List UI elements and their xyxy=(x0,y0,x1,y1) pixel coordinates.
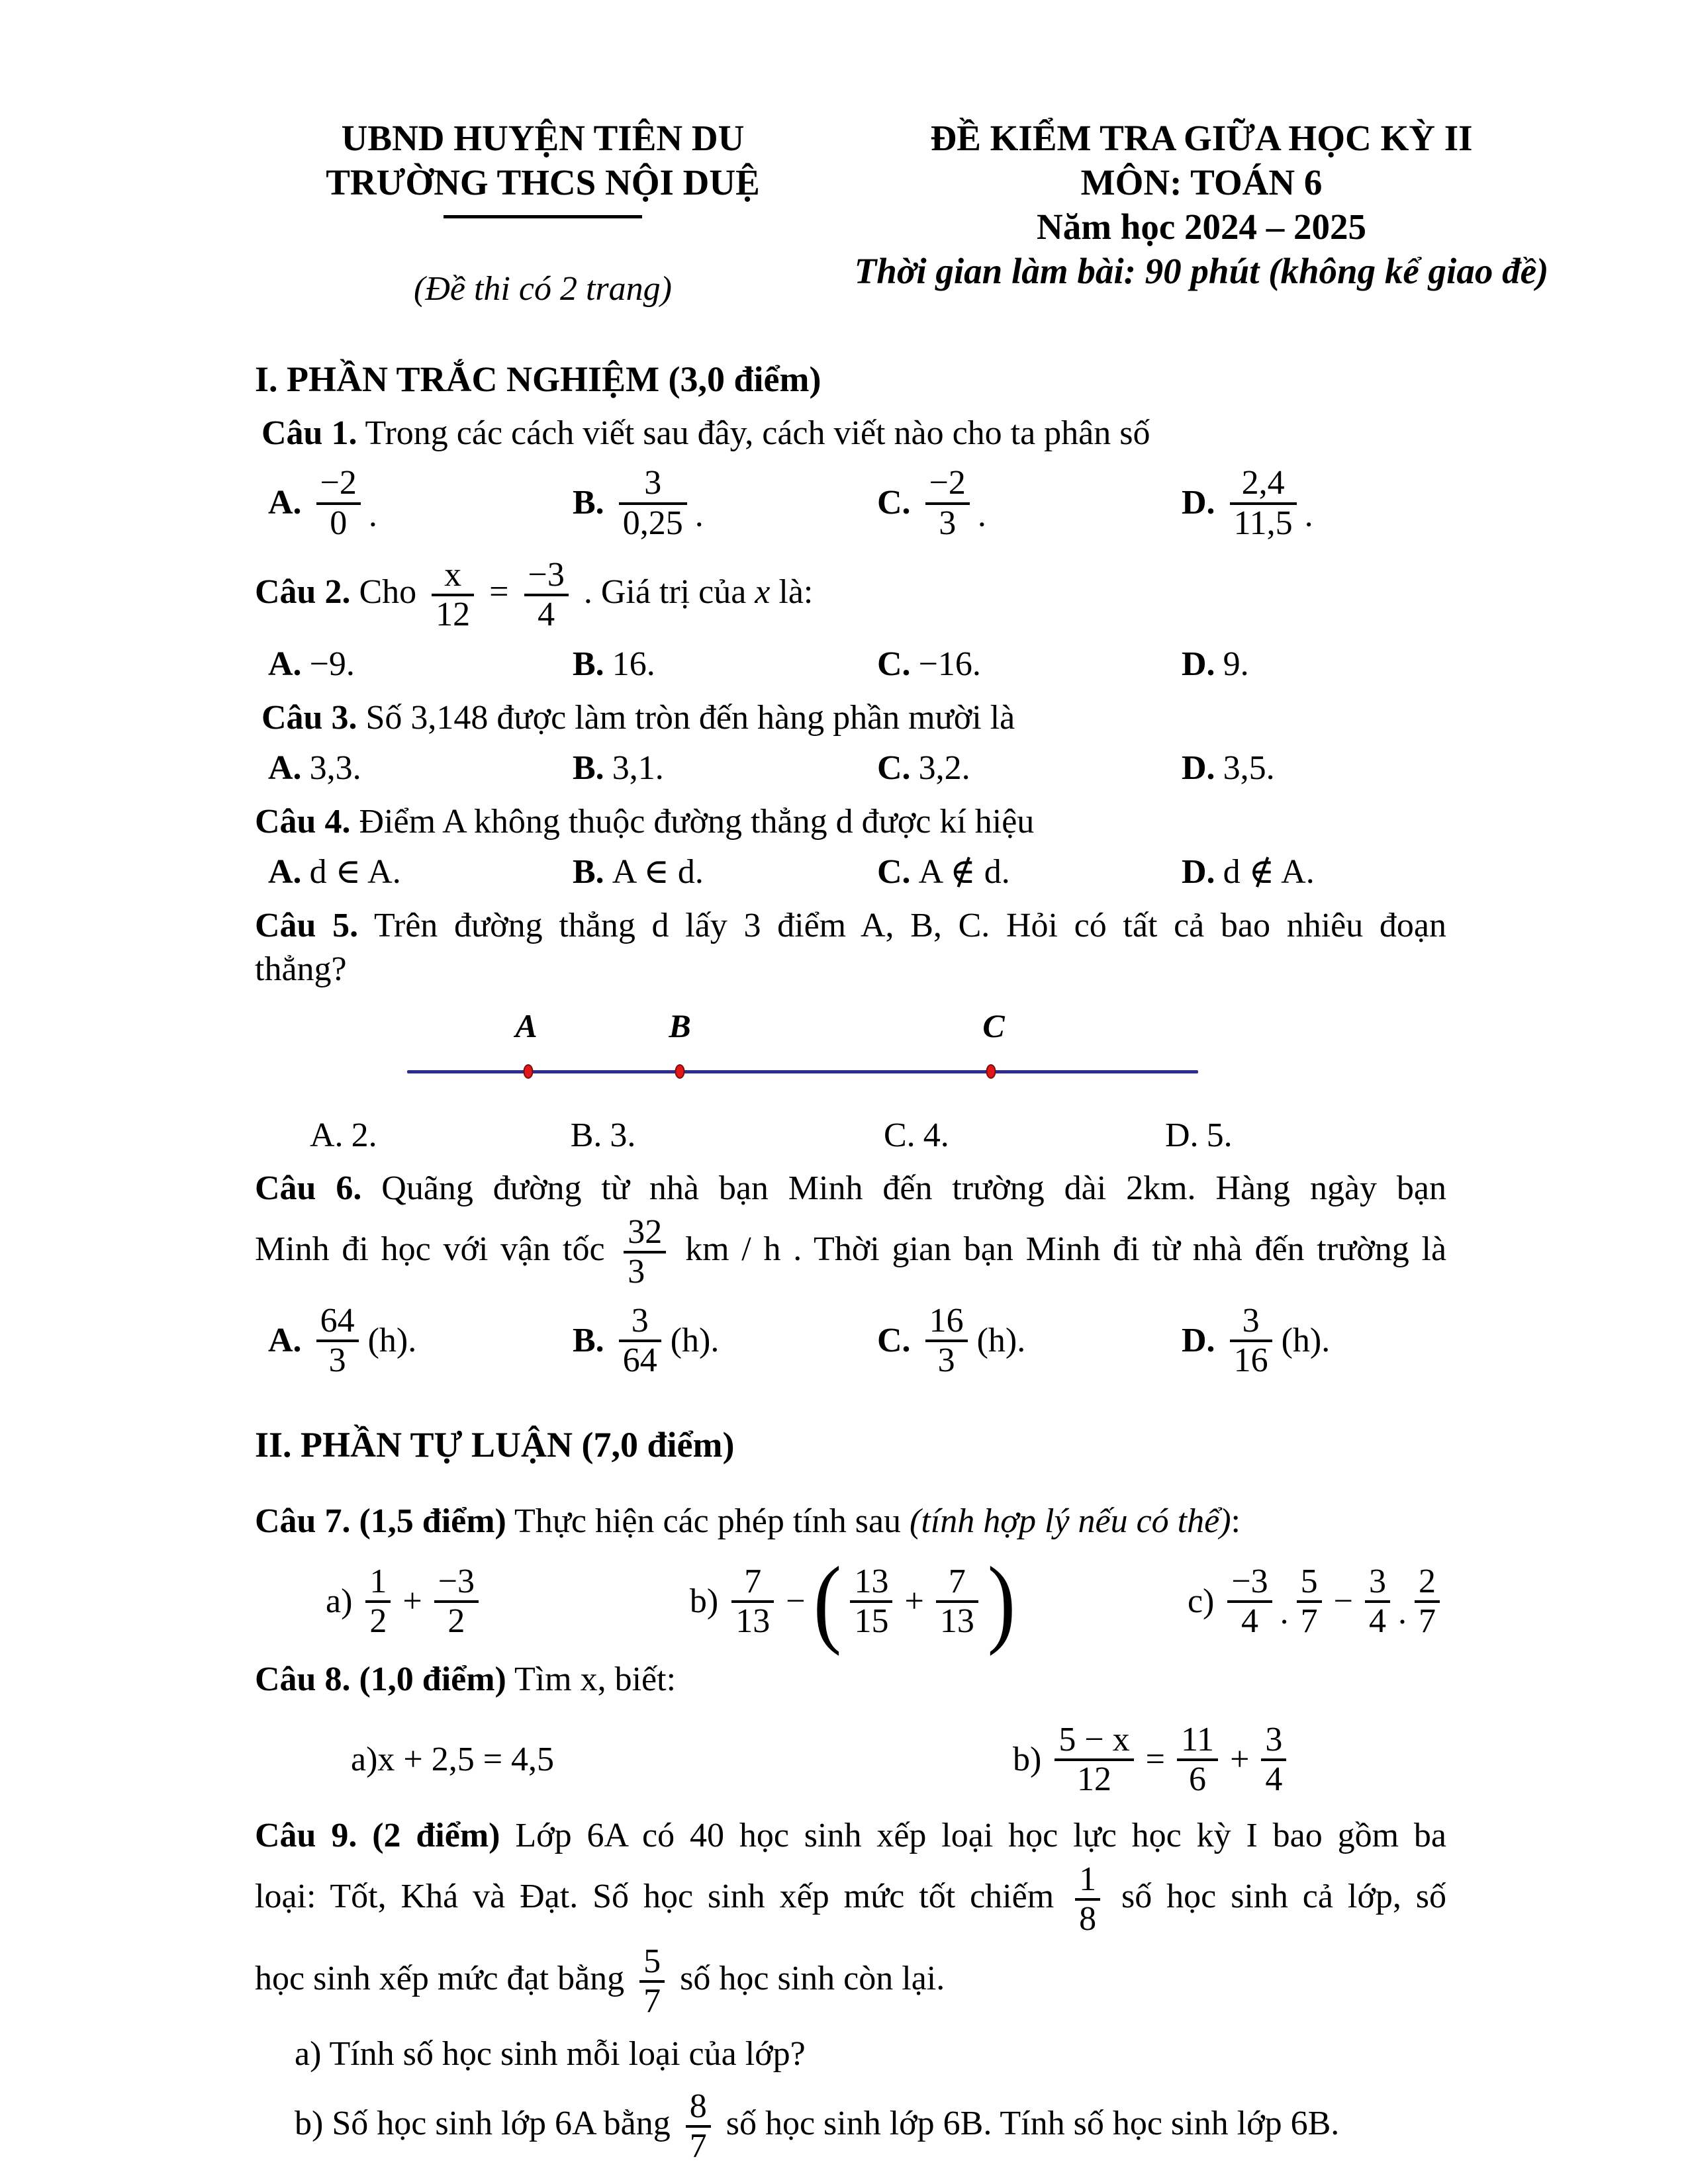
option-b xyxy=(573,643,877,687)
option-a xyxy=(310,1114,571,1158)
numerator: 3 xyxy=(619,465,687,504)
option-b xyxy=(571,1114,884,1158)
question-2 xyxy=(255,554,1446,636)
question-4-label: Câu 4. xyxy=(255,802,351,841)
minus-sign: − xyxy=(1333,1582,1353,1621)
option-text: 3. xyxy=(610,1116,636,1154)
denominator: 12 xyxy=(1076,1760,1111,1799)
fraction xyxy=(639,1943,665,2020)
option-d xyxy=(1182,643,1249,687)
page-count-note: (Đề thi có 2 trang) xyxy=(414,270,672,308)
right-paren: ) xyxy=(987,1547,1016,1657)
option-text: 3,1. xyxy=(612,749,664,788)
question-2-label: Câu 2. xyxy=(255,572,351,611)
numerator: 8 xyxy=(686,2088,711,2128)
numerator: −2 xyxy=(925,465,970,504)
question-2-post2: là: xyxy=(778,572,814,611)
option-text: 4. xyxy=(923,1116,949,1154)
multiply-dot: . xyxy=(1280,1594,1289,1632)
option-d xyxy=(1182,747,1275,791)
option-label: A. xyxy=(268,645,302,684)
school-year: Năm học 2024 – 2025 xyxy=(1036,206,1367,248)
fraction xyxy=(432,557,474,633)
issuing-authority-block xyxy=(278,116,808,312)
option-suffix: . xyxy=(1304,496,1313,535)
plus-sign: + xyxy=(1230,1740,1250,1778)
expression-label: c) xyxy=(1187,1582,1215,1621)
option-c xyxy=(877,643,1182,687)
fraction xyxy=(524,557,569,633)
option-label: B. xyxy=(570,1116,602,1154)
numerator: 3 xyxy=(1230,1302,1272,1342)
option-b xyxy=(573,1300,877,1382)
question-6-text1: Quãng đường từ nhà bạn Minh đến trường dài 2km. Hàng ngày bạn xyxy=(381,1169,1446,1208)
numerator: −3 xyxy=(434,1563,479,1603)
question-6-line2 xyxy=(255,1211,1446,1293)
denominator: 15 xyxy=(854,1602,889,1641)
question-9-line3 xyxy=(255,1940,1446,2023)
equals-sign: = xyxy=(489,572,509,611)
option-label: B. xyxy=(573,853,604,891)
denominator: 13 xyxy=(735,1602,771,1641)
fraction xyxy=(1230,1302,1272,1379)
fraction xyxy=(731,1563,774,1640)
question-1 xyxy=(255,412,1446,456)
option-c xyxy=(877,850,1182,895)
question-1-options xyxy=(255,462,1446,544)
question-6-options xyxy=(255,1300,1446,1382)
question-9-text2b: số học sinh cả lớp, số xyxy=(1121,1878,1447,1916)
question-9-label: Câu 9. (2 điểm) xyxy=(255,1817,500,1855)
denominator: 7 xyxy=(689,2127,707,2165)
option-a xyxy=(268,1300,573,1382)
option-text: A ∉ d. xyxy=(918,853,1010,891)
numerator: 7 xyxy=(936,1563,978,1603)
numerator: 64 xyxy=(316,1302,359,1342)
numerator: −3 xyxy=(524,557,569,596)
denominator: 0 xyxy=(330,504,348,542)
option-suffix: (h). xyxy=(1281,1322,1331,1360)
denominator: 3 xyxy=(939,504,957,542)
option-label: D. xyxy=(1182,484,1215,522)
option-text: −9. xyxy=(309,645,355,684)
option-text: 9. xyxy=(1223,645,1249,684)
point-dot-a xyxy=(524,1064,534,1079)
denominator: 3 xyxy=(328,1342,346,1380)
fraction xyxy=(365,1563,391,1640)
question-4 xyxy=(255,800,1446,844)
question-4-text: Điểm A không thuộc đường thẳng d được kí hiệu xyxy=(359,802,1035,841)
fraction xyxy=(1227,1563,1272,1640)
plus-sign: + xyxy=(402,1582,422,1621)
option-c xyxy=(877,1300,1182,1382)
question-2-pre: Cho xyxy=(359,572,417,611)
question-2-options xyxy=(255,643,1446,687)
denominator: 3 xyxy=(937,1342,955,1380)
denominator: 7 xyxy=(1419,1602,1436,1641)
section-2-title: II. PHẦN TỰ LUẬN (7,0 điểm) xyxy=(255,1424,735,1465)
expression-7c xyxy=(1188,1561,1446,1643)
denominator: 4 xyxy=(1265,1760,1283,1799)
option-text: d ∉ A. xyxy=(1223,853,1315,891)
expression-8a xyxy=(351,1719,1013,1801)
question-8-text: Tìm x, biết: xyxy=(514,1660,677,1698)
fraction xyxy=(1177,1721,1218,1798)
question-9-line2 xyxy=(255,1858,1446,1940)
question-6-line1 xyxy=(255,1167,1446,1211)
option-label: D. xyxy=(1182,853,1215,891)
numerator: 1 xyxy=(365,1563,391,1603)
option-label: C. xyxy=(877,853,911,891)
section-1-title: I. PHẦN TRẮC NGHIỆM (3,0 điểm) xyxy=(255,359,821,399)
numerator: 11 xyxy=(1177,1721,1218,1761)
point-label-b: B xyxy=(669,1007,691,1044)
fraction xyxy=(316,465,361,541)
fraction xyxy=(686,2088,711,2165)
minus-sign: − xyxy=(786,1582,806,1621)
expression-7a xyxy=(326,1561,690,1643)
expression-label: b) xyxy=(1013,1740,1042,1778)
denominator: 16 xyxy=(1233,1342,1268,1380)
denominator: 8 xyxy=(1079,1900,1097,1938)
denominator: 4 xyxy=(538,595,555,633)
question-9-part-b xyxy=(295,2085,1446,2167)
option-text: −16. xyxy=(918,645,981,684)
fraction xyxy=(619,465,687,541)
question-3-label: Câu 3. xyxy=(261,698,357,737)
option-a xyxy=(268,462,573,544)
numerator: x xyxy=(432,557,474,596)
numerator: 1 xyxy=(1075,1861,1100,1901)
question-7-italic-note: (tính hợp lý nếu có thể) xyxy=(910,1502,1231,1540)
option-d xyxy=(1182,1300,1330,1382)
expression-8b xyxy=(1013,1719,1293,1801)
denominator: 4 xyxy=(1369,1602,1386,1641)
option-label: A. xyxy=(310,1116,344,1154)
option-label: D. xyxy=(1182,645,1215,684)
question-8 xyxy=(255,1658,1446,1702)
numerator: 3 xyxy=(1261,1721,1286,1761)
expression-label: a) xyxy=(351,1740,378,1778)
option-label: B. xyxy=(573,484,604,522)
option-label: D. xyxy=(1182,749,1215,788)
fraction xyxy=(1297,1563,1322,1640)
expression-7b xyxy=(689,1547,1188,1657)
denominator: 13 xyxy=(939,1602,974,1641)
question-7-text: Thực hiện các phép tính sau xyxy=(514,1502,902,1540)
denominator: 2 xyxy=(369,1602,387,1641)
option-label: C. xyxy=(877,749,911,788)
denominator: 3 xyxy=(628,1253,645,1291)
denominator: 7 xyxy=(643,1982,661,2021)
option-suffix: . xyxy=(368,496,377,535)
exam-header xyxy=(0,0,1688,312)
option-label: B. xyxy=(573,645,604,684)
fraction xyxy=(1365,1563,1390,1640)
fraction xyxy=(434,1563,479,1640)
fraction xyxy=(1261,1721,1286,1798)
option-label: D. xyxy=(1165,1116,1199,1154)
question-4-options xyxy=(255,850,1446,895)
option-text: 3,2. xyxy=(918,749,970,788)
authority-name: UBND HUYỆN TIÊN DU xyxy=(341,118,745,158)
point-label-c: C xyxy=(982,1007,1005,1044)
numerator: 5 xyxy=(1297,1563,1322,1603)
question-5-text: Trên đường thẳng d lấy 3 điểm A, B, C. Hỏi có tất cả bao nhiêu đoạn xyxy=(373,906,1447,944)
equals-sign: = xyxy=(1145,1740,1165,1778)
fraction xyxy=(316,1302,359,1379)
option-d xyxy=(1165,1114,1446,1158)
school-name: TRƯỜNG THCS NỘI DUỆ xyxy=(326,162,760,203)
numerator: 32 xyxy=(624,1214,666,1253)
question-7-colon: : xyxy=(1231,1502,1241,1540)
denominator: 6 xyxy=(1189,1760,1207,1799)
question-9-text2a: loại: Tốt, Khá và Đạt. Số học sinh xếp mức tốt chiếm xyxy=(255,1878,1055,1916)
question-6-text2b: km / h . Thời gian bạn Minh đi từ nhà đến trường là xyxy=(685,1230,1447,1269)
option-suffix: . xyxy=(694,496,704,535)
expression-label: a) xyxy=(326,1582,353,1621)
option-d xyxy=(1182,462,1313,544)
question-7-expressions xyxy=(255,1547,1446,1657)
option-label: A. xyxy=(268,484,302,522)
option-suffix: . xyxy=(977,496,986,535)
option-d xyxy=(1182,850,1315,895)
question-3 xyxy=(255,696,1446,741)
denominator: 2 xyxy=(447,1602,465,1641)
question-8-label: Câu 8. (1,0 điểm) xyxy=(255,1660,506,1698)
numerator: −2 xyxy=(316,465,361,504)
option-b xyxy=(573,850,877,895)
question-5-line1 xyxy=(255,904,1446,948)
option-label: A. xyxy=(268,1322,302,1360)
exam-title: ĐỀ KIỂM TRA GIỮA HỌC KỲ II xyxy=(930,118,1473,158)
option-label: D. xyxy=(1182,1322,1215,1360)
point-label-a: A xyxy=(515,1007,538,1044)
option-label: C. xyxy=(877,645,911,684)
question-2-post1: . Giá trị của xyxy=(583,572,747,611)
fraction xyxy=(1415,1563,1440,1640)
option-label: B. xyxy=(573,1322,604,1360)
exam-subject: MÔN: TOÁN 6 xyxy=(1080,162,1323,203)
option-text: A ∈ d. xyxy=(612,853,704,891)
denominator: 64 xyxy=(622,1342,657,1380)
fraction xyxy=(624,1214,666,1291)
numerator: 5 − x xyxy=(1055,1721,1133,1761)
question-9b-pre: b) Số học sinh lớp 6A bằng xyxy=(295,2105,671,2143)
question-1-text: Trong các cách viết sau đây, cách viết nào cho ta phân số xyxy=(365,414,1150,452)
option-a xyxy=(268,850,573,895)
fraction xyxy=(850,1563,892,1640)
option-c xyxy=(884,1114,1165,1158)
option-a xyxy=(268,747,573,791)
exam-body xyxy=(0,357,1688,2168)
option-text: 3,3. xyxy=(309,749,361,788)
fraction xyxy=(619,1302,661,1379)
option-label: C. xyxy=(877,1322,911,1360)
question-9-part-a: a) Tính số học sinh mỗi loại của lớp? xyxy=(295,2034,806,2073)
question-9-text1: Lớp 6A có 40 học sinh xếp loại học lực học kỳ I bao gồm ba xyxy=(515,1817,1447,1855)
option-text: d ∈ A. xyxy=(309,853,401,891)
left-paren: ( xyxy=(813,1547,841,1657)
option-text: 5. xyxy=(1206,1116,1233,1154)
question-5-options xyxy=(255,1114,1446,1158)
denominator: 12 xyxy=(436,595,471,633)
option-text: 2. xyxy=(351,1116,377,1154)
option-suffix: (h). xyxy=(367,1322,417,1360)
question-9-text3a: học sinh xếp mức đạt bằng xyxy=(255,1960,625,1998)
fraction xyxy=(936,1563,978,1640)
question-7 xyxy=(255,1500,1446,1544)
option-suffix: (h). xyxy=(670,1322,720,1360)
question-9-text3b: số học sinh còn lại. xyxy=(680,1960,945,1998)
option-label: B. xyxy=(573,749,604,788)
option-a xyxy=(268,643,573,687)
numerator: 2,4 xyxy=(1230,465,1297,504)
question-7-label: Câu 7. (1,5 điểm) xyxy=(255,1502,506,1540)
question-5-label: Câu 5. xyxy=(255,906,359,944)
fraction xyxy=(925,465,970,541)
option-b xyxy=(573,747,877,791)
option-suffix: (h). xyxy=(976,1322,1026,1360)
question-3-options xyxy=(255,747,1446,791)
fraction xyxy=(1230,465,1297,541)
numerator: 2 xyxy=(1415,1563,1440,1603)
question-9-line1 xyxy=(255,1814,1446,1858)
numerator: 13 xyxy=(850,1563,892,1603)
numerator: 7 xyxy=(731,1563,774,1603)
option-label: C. xyxy=(877,484,911,522)
exam-duration: Thời gian làm bài: 90 phút (không kể giao đề) xyxy=(854,251,1549,292)
question-3-text: Số 3,148 được làm tròn đến hàng phần mười là xyxy=(365,698,1015,737)
numerator: 3 xyxy=(1365,1563,1390,1603)
variable-x: x xyxy=(755,572,771,611)
expression-label: b) xyxy=(689,1582,719,1621)
question-8-expressions xyxy=(255,1719,1446,1801)
option-c xyxy=(877,747,1182,791)
question-6-label: Câu 6. xyxy=(255,1169,362,1208)
question-9b-post: số học sinh lớp 6B. Tính số học sinh lớp 6B. xyxy=(726,2105,1340,2143)
denominator: 4 xyxy=(1241,1602,1258,1641)
numerator: 3 xyxy=(619,1302,661,1342)
denominator: 0,25 xyxy=(622,504,683,542)
numerator: −3 xyxy=(1227,1563,1272,1603)
numerator: 5 xyxy=(639,1943,665,1983)
header-underline xyxy=(444,215,642,218)
option-label: C. xyxy=(884,1116,915,1154)
option-b xyxy=(573,462,877,544)
option-text: 16. xyxy=(612,645,655,684)
option-label: A. xyxy=(268,749,302,788)
option-label: A. xyxy=(268,853,302,891)
fraction xyxy=(1075,1861,1100,1938)
fraction xyxy=(1055,1721,1133,1798)
option-c xyxy=(877,462,1182,544)
line-diagram xyxy=(407,1007,1198,1090)
point-dot-c xyxy=(986,1064,996,1079)
fraction xyxy=(925,1302,968,1379)
question-1-label: Câu 1. xyxy=(261,414,357,452)
point-dot-b xyxy=(675,1064,685,1079)
option-text: 3,5. xyxy=(1223,749,1275,788)
plus-sign: + xyxy=(904,1582,924,1621)
multiply-dot: . xyxy=(1398,1594,1407,1632)
question-6-text2a: Minh đi học với vận tốc xyxy=(255,1230,605,1269)
numerator: 16 xyxy=(925,1302,968,1342)
denominator: 11,5 xyxy=(1233,504,1293,542)
exam-title-block xyxy=(808,116,1595,312)
equation-text: x + 2,5 = 4,5 xyxy=(377,1740,555,1778)
denominator: 7 xyxy=(1300,1602,1318,1641)
question-5-line2: thẳng? xyxy=(255,950,347,989)
